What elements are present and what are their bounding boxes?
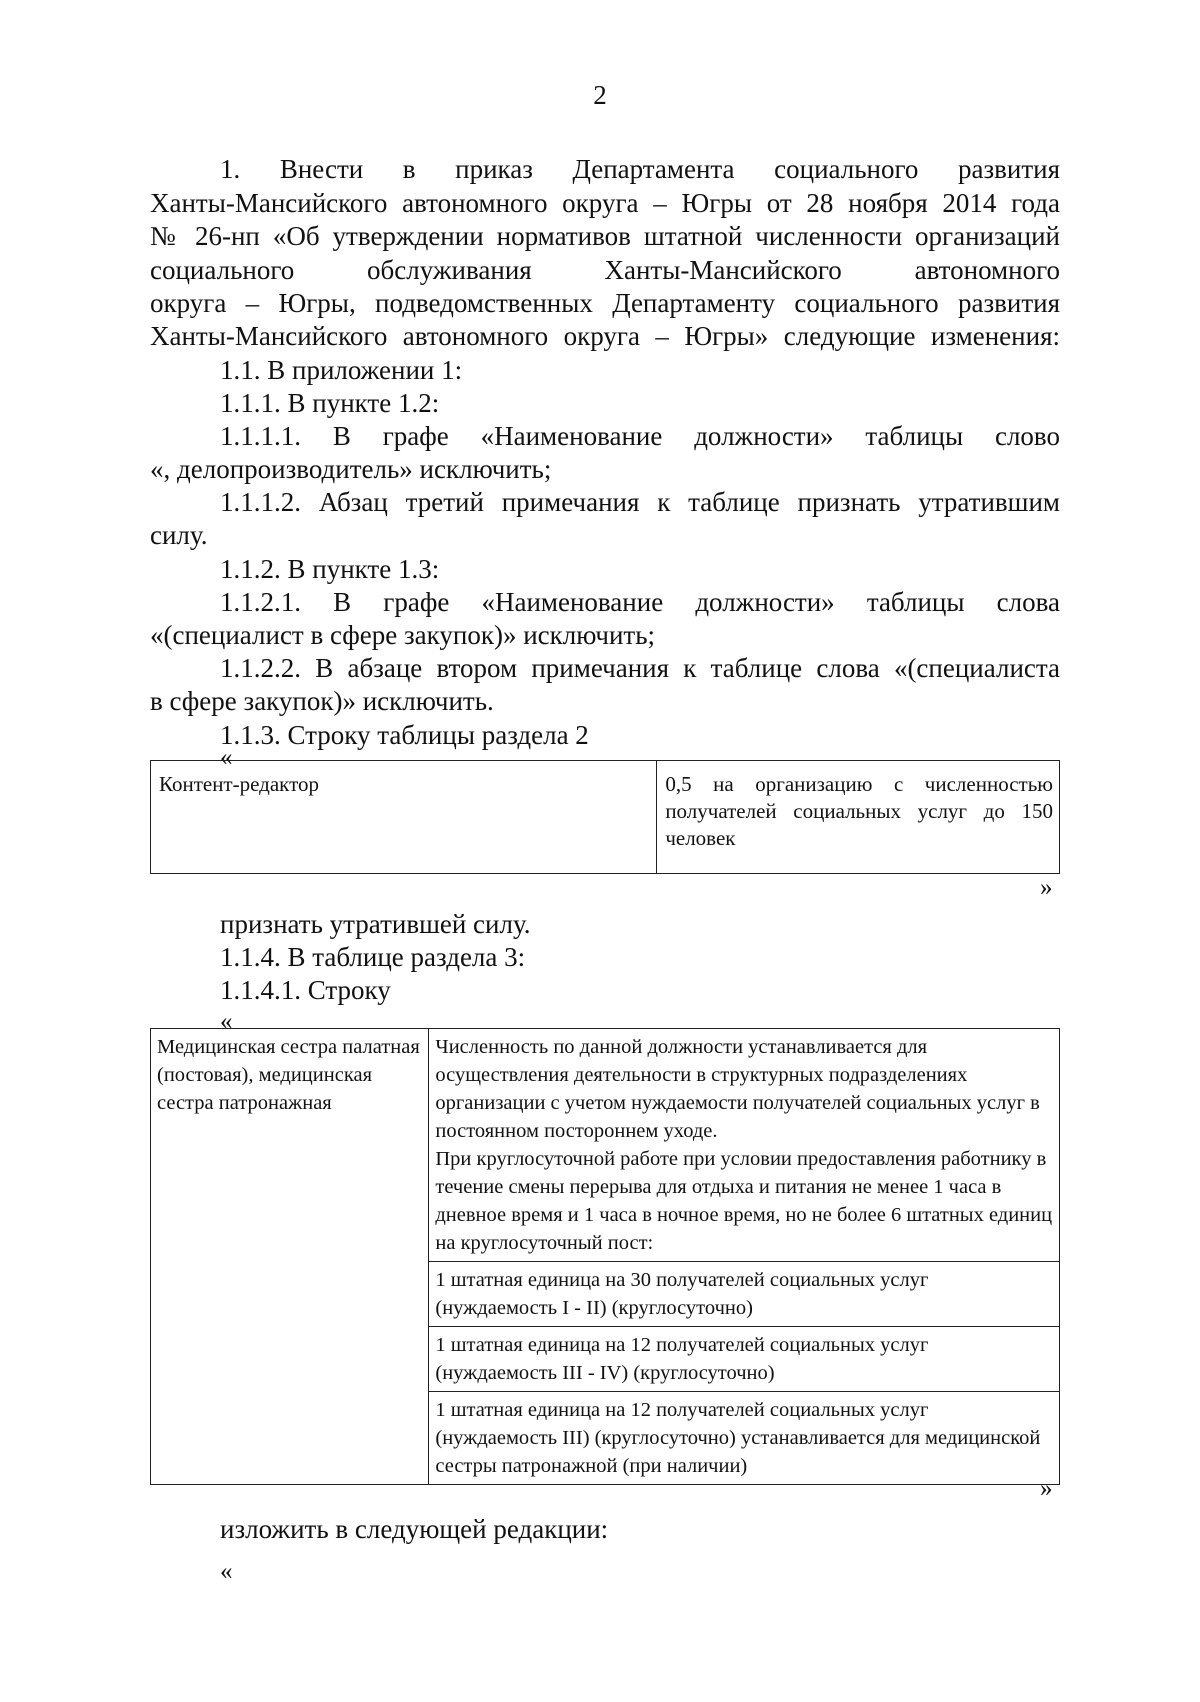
after-table-2-text: изложить в следующей редакции: [220,1514,609,1544]
item-1-1-1-1-line-1: 1.1.1.1. В графе «Наименование должности» таблицы слово [220,421,1060,451]
item-1-1-3: 1.1.3. Строку таблицы раздела 2 [220,720,589,750]
table-row [151,761,1060,874]
table-2-norm-2: 1 штатная единица на 12 получателей социальных услуг (нуждаемость III - IV) (круглосуточно) [435,1334,929,1384]
paragraph-1-line-5: округа – Югры, подведомственных Департаменту социального развития [150,288,1060,318]
open-quote-1: « [220,744,233,771]
close-quote-2: » [1040,1475,1053,1502]
open-quote-3: « [220,1558,233,1585]
item-1-1-1: 1.1.1. В пункте 1.2: [220,388,440,418]
paragraph-1-line-3: № 26-нп «Об утверждении нормативов штатной численности организаций [150,221,1060,251]
item-1-1-4: 1.1.4. В таблице раздела 3: [220,942,526,972]
paragraph-1-line-6: Ханты-Мансийского автономного округа – Югры» следующие изменения: [150,321,1060,351]
table-2-norm-1: 1 штатная единица на 30 получателей социальных услуг (нуждаемость I - II) (круглосуточно) [435,1269,929,1319]
table-2-description: Численность по данной должности устанавливается для осуществления деятельности в структурных подразделениях организации с учетом нуждаемости получателей социальных услуг в постоянном постороннем уходе. [435,1036,1040,1142]
table-2-norm-1-cell [429,1262,1060,1327]
table-2-position: Медицинская сестра палатная (постовая), медицинская сестра патронажная [157,1036,420,1114]
item-1-1-1-2-line-1: 1.1.1.2. Абзац третий примечания к таблице признать утратившим [220,487,1060,517]
item-1-1-2-1-line-1: 1.1.2.1. В графе «Наименование должности» таблицы слова [220,587,1060,617]
table-2-norm-2-cell [429,1327,1060,1392]
table-2-norm-3-cell [429,1392,1060,1485]
close-quote-1: » [1040,874,1053,901]
paragraph-1-line-2: Ханты-Мансийского автономного округа – Югры от 28 ноября 2014 года [150,188,1060,218]
item-1-1-2-2-line-1: 1.1.2.2. В абзаце втором примечания к таблице слова «(специалиста [220,653,1060,683]
table-1 [150,760,1060,874]
item-1-1-1-1-line-2: «, делопроизводитель» исключить; [150,454,552,484]
item-1-1: 1.1. В приложении 1: [220,355,463,385]
table-1-position: Контент-редактор [159,772,319,796]
paragraph-1-line-1: 1. Внести в приказ Департамента социального развития [220,154,1060,184]
table-1-position-cell [151,761,657,874]
table-2-description-2: При круглосуточной работе при условии предоставления работнику в течение смены перерыва для отдыха и питания не менее 1 часа в дневное время и 1 часа в ночное время, но не более 6 штатных единиц на круглосуточный пост: [435,1148,1053,1254]
table-2 [150,1028,1060,1485]
item-1-1-2: 1.1.2. В пункте 1.3: [220,554,440,584]
table-row [151,1029,1060,1262]
page-number: 2 [593,80,607,110]
item-1-1-2-1-line-2: «(специалист в сфере закупок)» исключить; [150,620,656,650]
table-1-norm: 0,5 на организацию с численностью получателей социальных услуг до 150 человек [665,772,1053,850]
item-1-1-2-2-line-2: в сфере закупок)» исключить. [150,686,494,716]
after-table-1-text: признать утратившей силу. [220,909,531,939]
table-2-description-cell [429,1029,1060,1262]
open-quote-2: « [220,1008,233,1035]
table-1-norm-cell [657,761,1060,874]
paragraph-1-line-4: социального обслуживания Ханты-Мансийского автономного [150,255,1060,285]
table-2-position-cell [151,1029,429,1485]
item-1-1-4-1: 1.1.4.1. Строку [220,975,391,1005]
table-2-norm-3: 1 штатная единица на 12 получателей социальных услуг (нуждаемость III) (круглосуточно) устанавливается для медицинской сестры патронажной (при наличии) [435,1399,1041,1477]
item-1-1-1-2-line-2: силу. [150,520,208,550]
